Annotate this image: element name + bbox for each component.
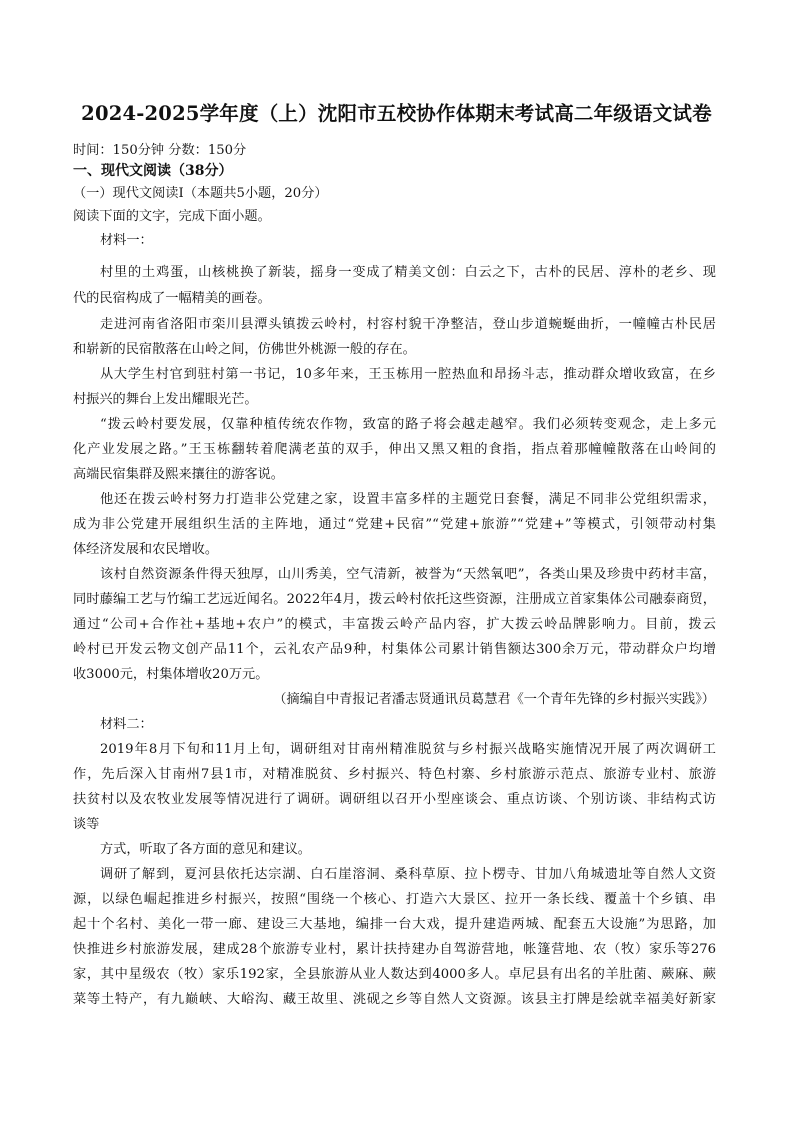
material-one-label: 材料一： — [100, 233, 153, 248]
paragraph-line: 菜等土特产，有九巅峡、大峪沟、藏王故里、洮砚之乡等自然人文资源。该县主打牌是绘就幸福美好新家 — [73, 992, 716, 1007]
paragraph-line: 该村自然资源条件得天独厚，山川秀美，空气清新，被誉为“天然氧吧”，各类山果及珍贵中药材丰富， — [100, 567, 716, 582]
paragraph-line: 化产业发展之路。”王玉栋翻转着爬满老茧的双手，伸出又黑又粗的食指，指点着那幢幢散落在山岭间的 — [73, 442, 716, 457]
paragraph-line: 和崭新的民宿散落在山岭之间，仿佛世外桃源一般的存在。 — [73, 342, 416, 357]
source-citation: （摘编自中青报记者潘志贤通讯员葛慧君《一个青年先锋的乡村振兴实践》） — [273, 692, 715, 707]
paragraph-line: 高端民宿集群及熙来攘往的游客说。 — [73, 467, 284, 482]
paragraph-line: 岭村已开发云物文创产品11个，云礼农产品9种，村集体公司累计销售额达300余万元，带动群众户均增 — [73, 642, 716, 657]
paragraph-line: “拨云岭村要发展，仅靠种植传统农作物，致富的路子将会越走越窄。我们必须转变观念，走上多元 — [100, 417, 716, 432]
paragraph-line: 作，先后深入甘南州7县1市，对精准脱贫、乡村振兴、特色村寨、乡村旅游示范点、旅游专业村、旅游 — [73, 767, 716, 782]
instruction-text: 阅读下面的文字，完成下面小题。 — [73, 209, 271, 224]
paragraph-line: 同时藤编工艺与竹编工艺远近闻名。2022年4月，拨云岭村依托这些资源，注册成立首家集体公司融泰商贸， — [73, 592, 716, 607]
paragraph-line: 走进河南省洛阳市栾川县潭头镇拨云岭村，村容村貌干净整洁，登山步道蜿蜒曲折，一幢幢古朴民居 — [100, 317, 716, 332]
paragraph-line: 方式，听取了各方面的意见和建议。 — [100, 842, 311, 857]
paragraph-line: 源，以绿色崛起推进乡村振兴，按照“围绕一个核心、打造六大景区、拉开一条长线、覆盖十个乡镇、串 — [73, 892, 716, 907]
paragraph-line: 通过“公司+合作社+基地+农户”的模式，丰富拨云岭产品内容，扩大拨云岭品牌影响力。目前，拨云 — [73, 617, 716, 632]
material-two-label: 材料二： — [100, 717, 153, 732]
paragraph-line: 村里的土鸡蛋，山核桃换了新装，摇身一变成了精美文创：白云之下，古朴的民居、淳朴的老乡、现 — [100, 265, 716, 280]
paragraph-line: 体经济发展和农民增收。 — [73, 542, 219, 557]
section-heading: 一、现代文阅读（38分） — [73, 163, 233, 179]
paragraph-line: 扶贫村以及农牧业发展等情况进行了调研。调研组以召开小型座谈会、重点访谈、个别访谈、非结构式访 — [73, 792, 716, 807]
paragraph-line: 从大学生村官到驻村第一书记，10多年来，王玉栋用一腔热血和昂扬斗志，推动群众增收致富，在乡 — [100, 367, 716, 382]
paragraph-line: 代的民宿构成了一幅精美的画卷。 — [73, 291, 271, 306]
paragraph-line: 2019年8月下旬和11月上旬，调研组对甘南州精准脱贫与乡村振兴战略实施情况开展了两次调研工 — [100, 742, 716, 757]
paragraph-line: 调研了解到，夏河县依托达宗湖、白石崖溶洞、桑科草原、拉卜楞寺、甘加八角城遗址等自然人文资 — [100, 867, 716, 882]
paragraph-line: 村振兴的舞台上发出耀眼光芒。 — [73, 392, 258, 407]
paragraph-line: 起十个名村、美化一带一廊、建设三大基地，编排一台大戏，提升建造两城、配套五大设施”为思路，加 — [73, 917, 716, 932]
paragraph-line: 收3000元，村集体增收20万元。 — [73, 667, 269, 682]
paragraph-line: 谈等 — [73, 817, 100, 832]
exam-meta: 时间：150分钟 分数：150分 — [73, 143, 247, 158]
subsection-heading: （一）现代文阅读Ⅰ（本题共5小题，20分） — [73, 186, 328, 201]
page-title: 2024-2025学年度（上）沈阳市五校协作体期末考试高二年级语文试卷 — [81, 102, 712, 125]
paragraph-line: 成为非公党建开展组织生活的主阵地，通过“党建+民宿”“党建+旅游”“党建+”等模式，引领带动村集 — [73, 517, 716, 532]
paragraph-line: 他还在拨云岭村努力打造非公党建之家，设置丰富多样的主题党日套餐，满足不同非公党组织需求， — [100, 492, 716, 507]
paragraph-line: 家，其中星级农（牧）家乐192家，全县旅游从业人数达到4000多人。卓尼县有出名的羊肚菌、蕨麻、蕨 — [73, 967, 716, 982]
paragraph-line: 快推进乡村旅游发展，建成28个旅游专业村，累计扶持建办自驾游营地，帐篷营地、农（牧）家乐等276 — [73, 942, 716, 957]
